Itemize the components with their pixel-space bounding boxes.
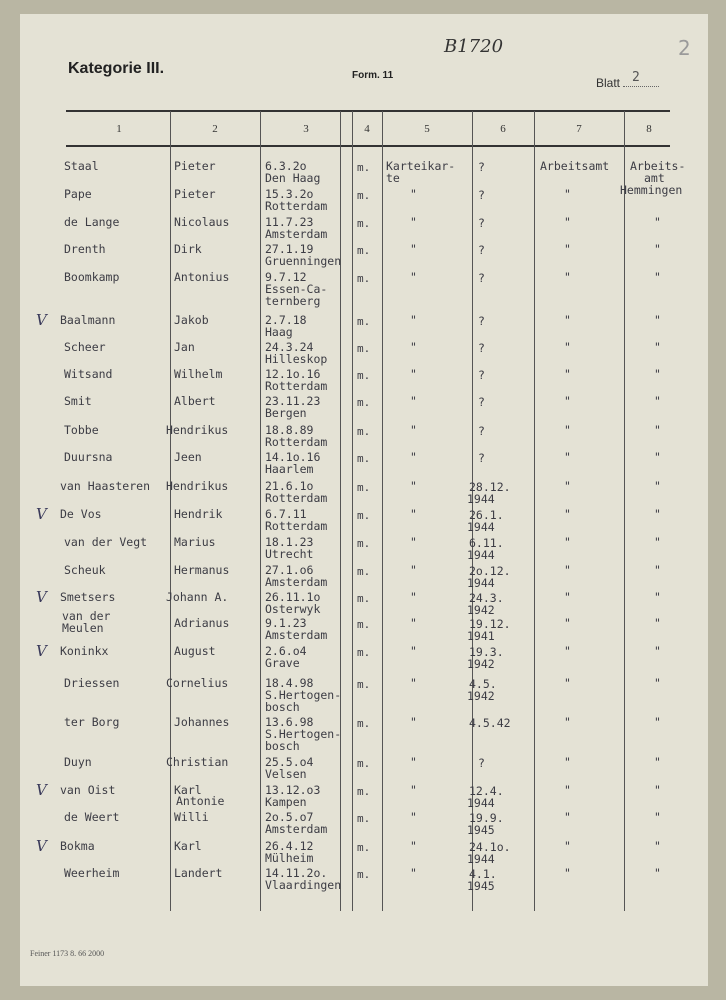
- birth-place-cell: Gruenningen: [265, 254, 342, 268]
- column-8-cell: ": [654, 590, 661, 604]
- surname-cell: Weerheim: [64, 866, 120, 880]
- birth-place-cell: Hilleskop: [265, 352, 328, 366]
- column-5-cell: ": [410, 450, 417, 464]
- surname-cell: Tobbe: [64, 423, 99, 437]
- column-7-cell: ": [564, 479, 571, 493]
- column-5-cell-line2: te: [386, 171, 400, 185]
- column-6-cell: 4.5.: [469, 677, 497, 691]
- column-number-7: 7: [576, 123, 582, 135]
- column-6-cell: 24.3.: [469, 591, 504, 605]
- first-name-cell: Marius: [174, 535, 216, 549]
- sex-cell: m.: [357, 369, 371, 382]
- birth-date-cell: 9.7.12: [265, 270, 307, 284]
- column-6-cell: 6.11.: [469, 536, 504, 550]
- column-5-cell: ": [410, 423, 417, 437]
- sex-cell: m.: [357, 244, 371, 257]
- surname-cell-line2: Meulen: [62, 621, 104, 635]
- column-6-cell-line2: 1941: [467, 629, 495, 643]
- column-7-cell: ": [564, 644, 571, 658]
- column-5-cell: ": [410, 590, 417, 604]
- column-6-cell: 24.1o.: [469, 840, 511, 854]
- column-6-cell: 12.4.: [469, 784, 504, 798]
- sex-cell: m.: [357, 592, 371, 605]
- column-6-cell-line2: 1942: [467, 657, 495, 671]
- first-name-cell: Antonius: [174, 270, 230, 284]
- column-number-2: 2: [212, 123, 218, 135]
- column-8-cell: ": [654, 616, 661, 630]
- column-6-cell: 26.1.: [469, 508, 504, 522]
- column-8-cell: ": [654, 839, 661, 853]
- sex-cell: m.: [357, 161, 371, 174]
- column-6-cell: ?: [478, 160, 485, 174]
- column-5-cell: ": [410, 394, 417, 408]
- birth-date-cell: 15.3.2o: [265, 187, 314, 201]
- column-6-cell-line2: 1944: [467, 796, 495, 810]
- birth-date-cell: 27.1.o6: [265, 563, 314, 577]
- first-name-cell: Johannes: [174, 715, 230, 729]
- first-name-cell: August: [174, 644, 216, 658]
- first-name-cell: Pieter: [174, 159, 216, 173]
- birth-place-cell: Amsterdam: [265, 822, 328, 836]
- column-divider: [340, 111, 341, 911]
- birth-place-cell-line2: bosch: [265, 739, 300, 753]
- column-6-cell: ?: [478, 314, 485, 328]
- sex-cell: m.: [357, 717, 371, 730]
- column-7-cell: ": [564, 507, 571, 521]
- first-name-cell: Hendrikus: [166, 423, 229, 437]
- column-5-cell: ": [410, 242, 417, 256]
- birth-place-cell: Amsterdam: [265, 227, 328, 241]
- column-8-cell: ": [654, 394, 661, 408]
- first-name-cell: Karl: [174, 783, 202, 797]
- check-mark: V: [36, 837, 47, 855]
- column-5-cell: ": [410, 676, 417, 690]
- check-mark: V: [36, 781, 47, 799]
- column-5-cell: ": [410, 866, 417, 880]
- birth-date-cell: 25.5.o4: [265, 755, 314, 769]
- column-6-cell-line2: 1942: [467, 603, 495, 617]
- surname-cell: Smetsers: [60, 590, 116, 604]
- column-divider: [170, 111, 171, 911]
- surname-cell: De Vos: [60, 507, 102, 521]
- column-number-1: 1: [116, 123, 122, 135]
- column-5-cell: ": [410, 616, 417, 630]
- column-6-cell-line2: 1944: [467, 852, 495, 866]
- sex-cell: m.: [357, 315, 371, 328]
- sex-cell: m.: [357, 785, 371, 798]
- surname-cell: Koninkx: [60, 644, 109, 658]
- column-8-cell: ": [654, 479, 661, 493]
- column-7-cell: ": [564, 866, 571, 880]
- column-6-cell: ?: [478, 341, 485, 355]
- sex-cell: m.: [357, 452, 371, 465]
- column-5-cell: ": [410, 755, 417, 769]
- form-number: Form. 11: [352, 70, 394, 81]
- column-8-cell: ": [654, 367, 661, 381]
- column-6-cell-line2: 1942: [467, 689, 495, 703]
- sex-cell: m.: [357, 425, 371, 438]
- column-8-cell: ": [654, 423, 661, 437]
- birth-place-cell: Essen-Ca-: [265, 282, 328, 296]
- surname-cell: Boomkamp: [64, 270, 120, 284]
- column-6-cell: 2o.12.: [469, 564, 511, 578]
- sheet-number: 2: [632, 70, 640, 85]
- column-6-cell: 28.12.: [469, 480, 511, 494]
- column-8-cell: ": [654, 810, 661, 824]
- first-name-cell: Jeen: [174, 450, 202, 464]
- first-name-cell: Jakob: [174, 313, 209, 327]
- birth-date-cell: 9.1.23: [265, 616, 307, 630]
- column-number-5: 5: [424, 123, 430, 135]
- column-7-cell: ": [564, 394, 571, 408]
- column-7-cell: ": [564, 270, 571, 284]
- sex-cell: m.: [357, 189, 371, 202]
- column-6-cell: 19.9.: [469, 811, 504, 825]
- column-7-cell: ": [564, 313, 571, 327]
- column-6-cell-line2: 1944: [467, 492, 495, 506]
- birth-date-cell: 18.1.23: [265, 535, 314, 549]
- column-6-cell: ?: [478, 243, 485, 257]
- first-name-cell: Wilhelm: [174, 367, 223, 381]
- sex-cell: m.: [357, 868, 371, 881]
- column-divider: [534, 111, 535, 911]
- column-6-cell: 4.5.42: [469, 716, 511, 730]
- birth-date-cell: 6.7.11: [265, 507, 307, 521]
- column-5-cell: ": [410, 313, 417, 327]
- column-8-cell: ": [654, 535, 661, 549]
- column-divider: [260, 111, 261, 911]
- first-name-cell: Jan: [174, 340, 195, 354]
- column-8-cell: ": [654, 450, 661, 464]
- birth-date-cell: 27.1.19: [265, 242, 314, 256]
- surname-cell: van Oist: [60, 783, 116, 797]
- column-6-cell-line2: 1944: [467, 520, 495, 534]
- sex-cell: m.: [357, 678, 371, 691]
- birth-place-cell: Grave: [265, 656, 300, 670]
- column-8-cell: ": [654, 340, 661, 354]
- column-6-cell: 4.1.: [469, 867, 497, 881]
- printer-imprint: Feiner 1173 8. 66 2000: [30, 949, 105, 958]
- column-7-cell: Arbeitsamt: [540, 159, 610, 173]
- first-name-cell: Albert: [174, 394, 216, 408]
- birth-date-cell: 14.11.2o.: [265, 866, 328, 880]
- column-7-cell: ": [564, 187, 571, 201]
- birth-date-cell: 2o.5.o7: [265, 810, 314, 824]
- column-5-cell: ": [410, 270, 417, 284]
- first-name-cell: Karl: [174, 839, 202, 853]
- birth-place-cell: Bergen: [265, 406, 307, 420]
- surname-cell: ter Borg: [64, 715, 120, 729]
- column-8-cell-line3: Hemmingen: [620, 183, 683, 197]
- first-name-cell: Nicolaus: [174, 215, 230, 229]
- column-7-cell: ": [564, 616, 571, 630]
- column-7-cell: ": [564, 367, 571, 381]
- column-number-4: 4: [364, 123, 370, 135]
- column-7-cell: ": [564, 423, 571, 437]
- column-6-cell-line2: 1945: [467, 879, 495, 893]
- surname-cell: Bokma: [60, 839, 95, 853]
- column-8-cell: Arbeits-: [630, 159, 686, 173]
- birth-date-cell: 12.1o.16: [265, 367, 321, 381]
- surname-cell: van der: [62, 609, 111, 623]
- column-number-3: 3: [303, 123, 309, 135]
- birth-place-cell: Vlaardingen: [265, 878, 342, 892]
- birth-date-cell: 18.8.89: [265, 423, 314, 437]
- column-6-cell: ?: [478, 395, 485, 409]
- birth-place-cell: Amsterdam: [265, 628, 328, 642]
- birth-date-cell: 26.11.1o: [265, 590, 321, 604]
- column-8-cell: ": [654, 783, 661, 797]
- column-8-cell: ": [654, 644, 661, 658]
- birth-place-cell: S.Hertogen-: [265, 727, 342, 741]
- column-6-cell: 19.3.: [469, 645, 504, 659]
- corner-page-number: 2: [678, 36, 691, 60]
- column-7-cell: ": [564, 755, 571, 769]
- birth-date-cell: 11.7.23: [265, 215, 314, 229]
- column-8-cell: ": [654, 676, 661, 690]
- birth-date-cell: 13.12.o3: [265, 783, 321, 797]
- sex-cell: m.: [357, 565, 371, 578]
- column-6-cell: ?: [478, 451, 485, 465]
- birth-place-cell: Amsterdam: [265, 575, 328, 589]
- column-number-6: 6: [500, 123, 506, 135]
- column-5-cell: ": [410, 215, 417, 229]
- first-name-cell: Willi: [174, 810, 209, 824]
- birth-place-cell: S.Hertogen-: [265, 688, 342, 702]
- birth-date-cell: 18.4.98: [265, 676, 314, 690]
- birth-place-cell: Rotterdam: [265, 491, 328, 505]
- column-8-cell: ": [654, 507, 661, 521]
- birth-place-cell: Haarlem: [265, 462, 314, 476]
- first-name-cell: Pieter: [174, 187, 216, 201]
- birth-date-cell: 23.11.23: [265, 394, 321, 408]
- sheet-label: [596, 76, 659, 90]
- column-5-cell: ": [410, 507, 417, 521]
- column-8-cell: ": [654, 270, 661, 284]
- surname-cell: Drenth: [64, 242, 106, 256]
- first-name-cell: Dirk: [174, 242, 202, 256]
- sex-cell: m.: [357, 509, 371, 522]
- birth-place-cell: Rotterdam: [265, 435, 328, 449]
- column-5-cell: ": [410, 367, 417, 381]
- birth-date-cell: 2.6.o4: [265, 644, 307, 658]
- birth-place-cell: Kampen: [265, 795, 307, 809]
- first-name-cell-line2: Antonie: [176, 794, 225, 808]
- column-6-cell: ?: [478, 188, 485, 202]
- column-7-cell: ": [564, 215, 571, 229]
- column-6-cell: ?: [478, 756, 485, 770]
- column-8-cell: ": [654, 215, 661, 229]
- first-name-cell: Adrianus: [174, 616, 230, 630]
- column-7-cell: ": [564, 535, 571, 549]
- birth-date-cell: 24.3.24: [265, 340, 314, 354]
- column-7-cell: ": [564, 839, 571, 853]
- column-8-cell: ": [654, 313, 661, 327]
- check-mark: V: [36, 311, 47, 329]
- surname-cell: Baalmann: [60, 313, 116, 327]
- table-top-rule: [66, 110, 670, 112]
- sex-cell: m.: [357, 537, 371, 550]
- first-name-cell: Landert: [174, 866, 223, 880]
- column-8-cell: ": [654, 755, 661, 769]
- birth-date-cell: 21.6.1o: [265, 479, 314, 493]
- column-8-cell: ": [654, 715, 661, 729]
- column-8-cell-line2: amt: [644, 171, 665, 185]
- column-5-cell: ": [410, 535, 417, 549]
- check-mark: V: [36, 588, 47, 606]
- birth-place-cell: Rotterdam: [265, 379, 328, 393]
- surname-cell: Scheuk: [64, 563, 106, 577]
- birth-date-cell: 14.1o.16: [265, 450, 321, 464]
- first-name-cell: Hendrik: [174, 507, 223, 521]
- surname-cell: Staal: [64, 159, 99, 173]
- birth-date-cell: 13.6.98: [265, 715, 314, 729]
- first-name-cell: Hermanus: [174, 563, 230, 577]
- column-divider: [382, 111, 383, 911]
- column-7-cell: ": [564, 590, 571, 604]
- column-5-cell: ": [410, 810, 417, 824]
- column-7-cell: ": [564, 450, 571, 464]
- birth-place-cell: Den Haag: [265, 171, 321, 185]
- column-6-cell-line2: 1945: [467, 823, 495, 837]
- archive-stamp-number: B1720: [444, 36, 504, 57]
- sex-cell: m.: [357, 618, 371, 631]
- sex-cell: m.: [357, 841, 371, 854]
- column-divider: [624, 111, 625, 911]
- birth-place-cell: Haag: [265, 325, 293, 339]
- column-6-cell: ?: [478, 271, 485, 285]
- first-name-cell: Christian: [166, 755, 229, 769]
- column-6-cell-line2: 1944: [467, 548, 495, 562]
- column-7-cell: ": [564, 810, 571, 824]
- surname-cell: de Weert: [64, 810, 120, 824]
- surname-cell: Scheer: [64, 340, 106, 354]
- column-5-cell: ": [410, 187, 417, 201]
- column-5-cell: ": [410, 563, 417, 577]
- column-divider: [352, 111, 353, 911]
- surname-cell: Duursna: [64, 450, 113, 464]
- column-6-cell: ?: [478, 368, 485, 382]
- sex-cell: m.: [357, 217, 371, 230]
- column-7-cell: ": [564, 676, 571, 690]
- birth-date-cell: 6.3.2o: [265, 159, 307, 173]
- sex-cell: m.: [357, 272, 371, 285]
- column-6-cell: 19.12.: [469, 617, 511, 631]
- first-name-cell: Johann A.: [166, 590, 229, 604]
- surname-cell: de Lange: [64, 215, 120, 229]
- birth-place-cell: Utrecht: [265, 547, 314, 561]
- category-title: Kategorie III.: [68, 60, 165, 77]
- sex-cell: m.: [357, 812, 371, 825]
- birth-date-cell: 2.7.18: [265, 313, 307, 327]
- column-5-cell: ": [410, 479, 417, 493]
- first-name-cell: Hendrikus: [166, 479, 229, 493]
- check-mark: V: [36, 642, 47, 660]
- sex-cell: m.: [357, 481, 371, 494]
- birth-place-cell-line2: bosch: [265, 700, 300, 714]
- birth-place-cell: Osterwyk: [265, 602, 321, 616]
- surname-cell: Driessen: [64, 676, 120, 690]
- birth-place-cell: Mülheim: [265, 851, 314, 865]
- column-7-cell: ": [564, 783, 571, 797]
- column-6-cell-line2: 1944: [467, 576, 495, 590]
- surname-cell: Witsand: [64, 367, 113, 381]
- sex-cell: m.: [357, 646, 371, 659]
- column-5-cell: ": [410, 340, 417, 354]
- birth-place-cell: Velsen: [265, 767, 307, 781]
- birth-place-cell: Rotterdam: [265, 199, 328, 213]
- check-mark: V: [36, 505, 47, 523]
- column-7-cell: ": [564, 242, 571, 256]
- sex-cell: m.: [357, 342, 371, 355]
- column-8-cell: ": [654, 242, 661, 256]
- column-8-cell: ": [654, 866, 661, 880]
- sex-cell: m.: [357, 757, 371, 770]
- column-5-cell: Karteikar-: [386, 159, 456, 173]
- sex-cell: m.: [357, 396, 371, 409]
- column-5-cell: ": [410, 783, 417, 797]
- column-6-cell: ?: [478, 216, 485, 230]
- surname-cell: van der Vegt: [64, 535, 148, 549]
- column-7-cell: ": [564, 715, 571, 729]
- surname-cell: Duyn: [64, 755, 92, 769]
- column-5-cell: ": [410, 644, 417, 658]
- column-6-cell: ?: [478, 424, 485, 438]
- table-header-rule: [66, 145, 670, 147]
- column-7-cell: ": [564, 563, 571, 577]
- surname-cell: Pape: [64, 187, 92, 201]
- surname-cell: van Haasteren: [60, 479, 151, 493]
- birth-date-cell: 26.4.12: [265, 839, 314, 853]
- column-5-cell: ": [410, 839, 417, 853]
- birth-place-cell-line2: ternberg: [265, 294, 321, 308]
- sheet-label-text: Blatt: [596, 76, 621, 90]
- column-5-cell: ": [410, 715, 417, 729]
- birth-place-cell: Rotterdam: [265, 519, 328, 533]
- column-number-8: 8: [646, 123, 652, 135]
- column-7-cell: ": [564, 340, 571, 354]
- column-8-cell: ": [654, 563, 661, 577]
- first-name-cell: Cornelius: [166, 676, 229, 690]
- surname-cell: Smit: [64, 394, 92, 408]
